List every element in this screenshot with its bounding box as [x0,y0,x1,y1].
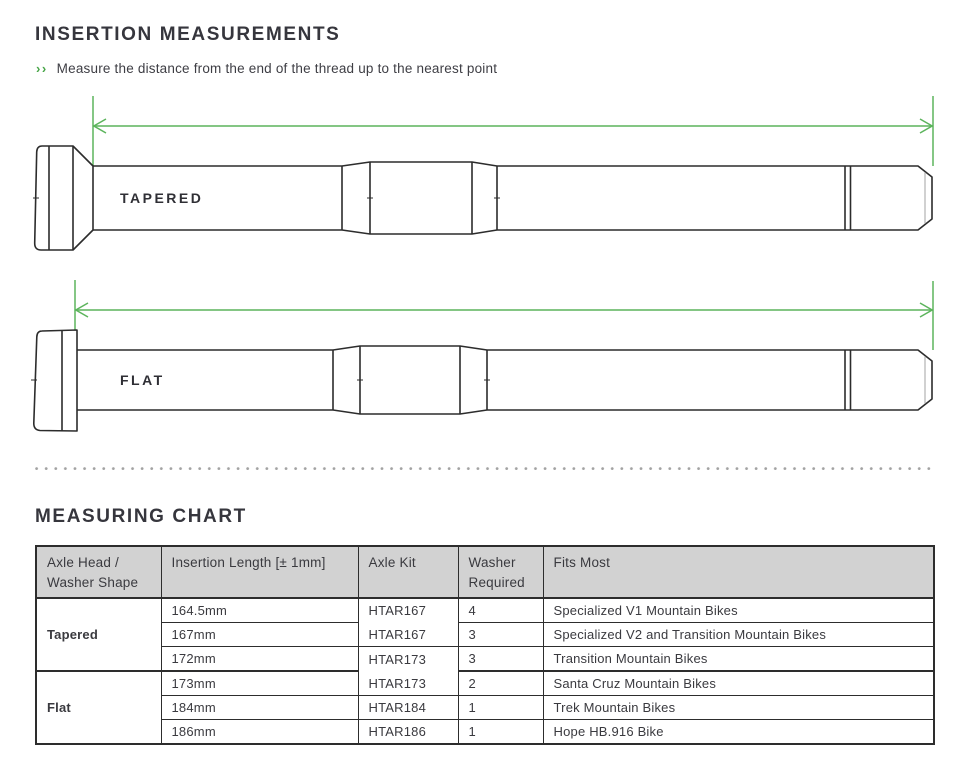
cell-length: 173mm [161,671,358,696]
cell-shape-tapered: Tapered [36,598,161,671]
cell-shape-flat: Flat [36,671,161,744]
cell-fits: Trek Mountain Bikes [543,696,934,720]
cell-length: 172mm [161,647,358,672]
cell-kit: HTAR167 [358,598,458,623]
axle-outline [31,330,932,431]
col-header-washer-required: Washer Required [458,546,543,598]
intro-note [36,61,497,76]
table-row [36,696,934,720]
measuring-chart-table [35,545,935,745]
table-row [36,720,934,745]
table-row [36,623,934,647]
col-header-fits-most: Fits Most [543,546,934,598]
cell-fits: Hope HB.916 Bike [543,720,934,745]
cell-kit: HTAR173 [358,671,458,696]
cell-washers: 3 [458,623,543,647]
cell-washers: 1 [458,696,543,720]
col-header-axle-kit: Axle Kit [358,546,458,598]
cell-washers: 3 [458,647,543,672]
table-row [36,598,934,623]
cell-fits: Specialized V1 Mountain Bikes [543,598,934,623]
cell-fits: Specialized V2 and Transition Mountain Bikes [543,623,934,647]
cell-kit: HTAR173 [358,647,458,672]
cell-kit: HTAR184 [358,696,458,720]
cell-length: 164.5mm [161,598,358,623]
axle-label-tapered: TAPERED [120,190,204,206]
dotted-divider [35,467,935,471]
tapered-axle-diagram [30,88,940,268]
dimension-arrow [93,96,933,166]
cell-length: 184mm [161,696,358,720]
section-title-measuring-chart: MEASURING CHART [35,506,247,527]
cell-length: 167mm [161,623,358,647]
table-header-row [36,546,934,598]
cell-length: 186mm [161,720,358,745]
table-row [36,647,934,672]
cell-fits: Santa Cruz Mountain Bikes [543,671,934,696]
cell-washers: 4 [458,598,543,623]
intro-note-text: Measure the distance from the end of the thread up to the nearest point [56,61,498,76]
cell-washers: 1 [458,720,543,745]
flat-axle-diagram [30,273,940,453]
col-header-insertion-length: Insertion Length [± 1mm] [161,546,358,598]
double-chevron-icon: ›› [36,61,48,76]
dimension-arrow [75,280,933,350]
axle-label-flat: FLAT [120,372,165,388]
cell-kit: HTAR167 [358,623,458,647]
cell-washers: 2 [458,671,543,696]
table-row [36,671,934,696]
cell-fits: Transition Mountain Bikes [543,647,934,672]
page-title: INSERTION MEASUREMENTS [35,24,341,45]
cell-kit: HTAR186 [358,720,458,745]
col-header-axle-head: Axle Head / Washer Shape [36,546,161,598]
